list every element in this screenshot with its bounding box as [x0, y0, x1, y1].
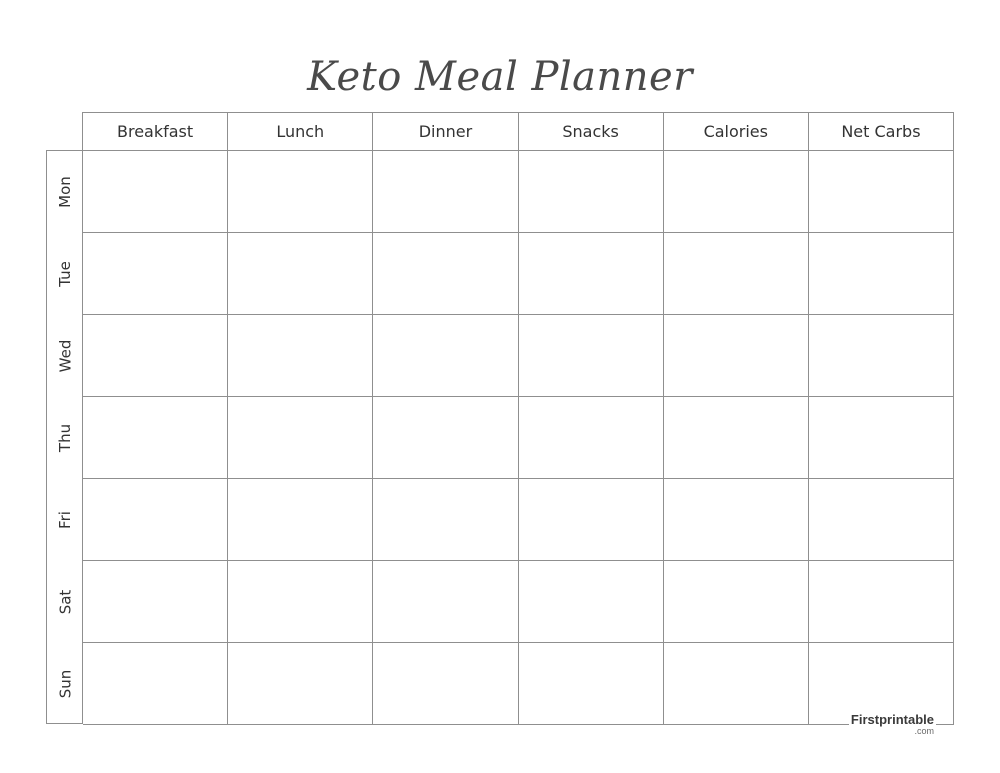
column-header-breakfast: Breakfast: [83, 113, 228, 150]
meal-cell-thu-breakfast[interactable]: [83, 397, 228, 479]
meal-cell-thu-dinner[interactable]: [373, 397, 518, 479]
meal-row-thu: [83, 397, 954, 479]
meal-cell-sat-net-carbs[interactable]: [809, 561, 954, 643]
page-title: Keto Meal Planner: [307, 54, 693, 100]
day-label-column: [46, 150, 82, 724]
meal-cell-thu-lunch[interactable]: [228, 397, 373, 479]
meal-cell-sat-lunch[interactable]: [228, 561, 373, 643]
column-header-net-carbs: Net Carbs: [809, 113, 954, 150]
meal-cell-wed-lunch[interactable]: [228, 315, 373, 397]
meal-cell-sat-calories[interactable]: [664, 561, 809, 643]
meal-cell-tue-snacks[interactable]: [519, 233, 664, 315]
column-header-row: [82, 112, 954, 150]
column-header-snacks: Snacks: [519, 113, 664, 150]
meal-cell-tue-net-carbs[interactable]: [809, 233, 954, 315]
meal-row-fri: [83, 479, 954, 561]
day-label-thu: [47, 397, 83, 479]
meal-cell-tue-calories[interactable]: [664, 233, 809, 315]
meal-cell-wed-breakfast[interactable]: [83, 315, 228, 397]
day-label-text: Sun: [55, 669, 74, 699]
meal-cell-mon-lunch[interactable]: [228, 151, 373, 233]
meal-cell-wed-dinner[interactable]: [373, 315, 518, 397]
day-label-fri: [47, 479, 83, 561]
meal-cell-fri-breakfast[interactable]: [83, 479, 228, 561]
meal-cell-mon-snacks[interactable]: [519, 151, 664, 233]
meal-grid: [82, 150, 954, 727]
meal-cell-thu-net-carbs[interactable]: [809, 397, 954, 479]
day-label-text: Tue: [56, 261, 74, 287]
day-label-text: Mon: [55, 176, 74, 208]
day-label-tue: [47, 233, 83, 315]
day-label-text: Thu: [56, 423, 74, 453]
meal-cell-thu-calories[interactable]: [664, 397, 809, 479]
meal-cell-mon-breakfast[interactable]: [83, 151, 228, 233]
meal-cell-tue-lunch[interactable]: [228, 233, 373, 315]
meal-cell-fri-snacks[interactable]: [519, 479, 664, 561]
day-label-sat: [47, 561, 83, 643]
day-label-text: Fri: [56, 511, 74, 529]
meal-cell-sat-snacks[interactable]: [519, 561, 664, 643]
column-header-dinner: Dinner: [373, 113, 518, 150]
day-label-mon: [47, 151, 83, 233]
meal-cell-wed-calories[interactable]: [664, 315, 809, 397]
meal-cell-sun-calories[interactable]: [664, 643, 809, 725]
day-label-text: Wed: [55, 339, 74, 373]
meal-cell-mon-net-carbs[interactable]: [809, 151, 954, 233]
meal-row-tue: [83, 233, 954, 315]
meal-cell-fri-dinner[interactable]: [373, 479, 518, 561]
meal-cell-sun-breakfast[interactable]: [83, 643, 228, 725]
brand-tld: .com: [914, 726, 934, 736]
day-label-wed: [47, 315, 83, 397]
meal-cell-wed-net-carbs[interactable]: [809, 315, 954, 397]
meal-cell-mon-calories[interactable]: [664, 151, 809, 233]
day-label-text: Sat: [55, 589, 74, 615]
meal-cell-tue-dinner[interactable]: [373, 233, 518, 315]
column-header-calories: Calories: [664, 113, 809, 150]
meal-cell-sun-dinner[interactable]: [373, 643, 518, 725]
meal-cell-fri-lunch[interactable]: [228, 479, 373, 561]
meal-cell-wed-snacks[interactable]: [519, 315, 664, 397]
meal-cell-mon-dinner[interactable]: [373, 151, 518, 233]
meal-cell-sat-breakfast[interactable]: [83, 561, 228, 643]
column-header-lunch: Lunch: [228, 113, 373, 150]
meal-row-sat: [83, 561, 954, 643]
day-label-sun: [47, 643, 83, 725]
meal-cell-sat-dinner[interactable]: [373, 561, 518, 643]
meal-cell-tue-breakfast[interactable]: [83, 233, 228, 315]
meal-cell-fri-net-carbs[interactable]: [809, 479, 954, 561]
meal-cell-fri-calories[interactable]: [664, 479, 809, 561]
brand-name: Firstprintable: [850, 712, 934, 727]
meal-row-sun: [83, 643, 954, 725]
brand-watermark: [849, 713, 936, 736]
meal-cell-sun-lunch[interactable]: [228, 643, 373, 725]
meal-cell-sun-snacks[interactable]: [519, 643, 664, 725]
meal-row-mon: [83, 151, 954, 233]
meal-cell-thu-snacks[interactable]: [519, 397, 664, 479]
meal-row-wed: [83, 315, 954, 397]
